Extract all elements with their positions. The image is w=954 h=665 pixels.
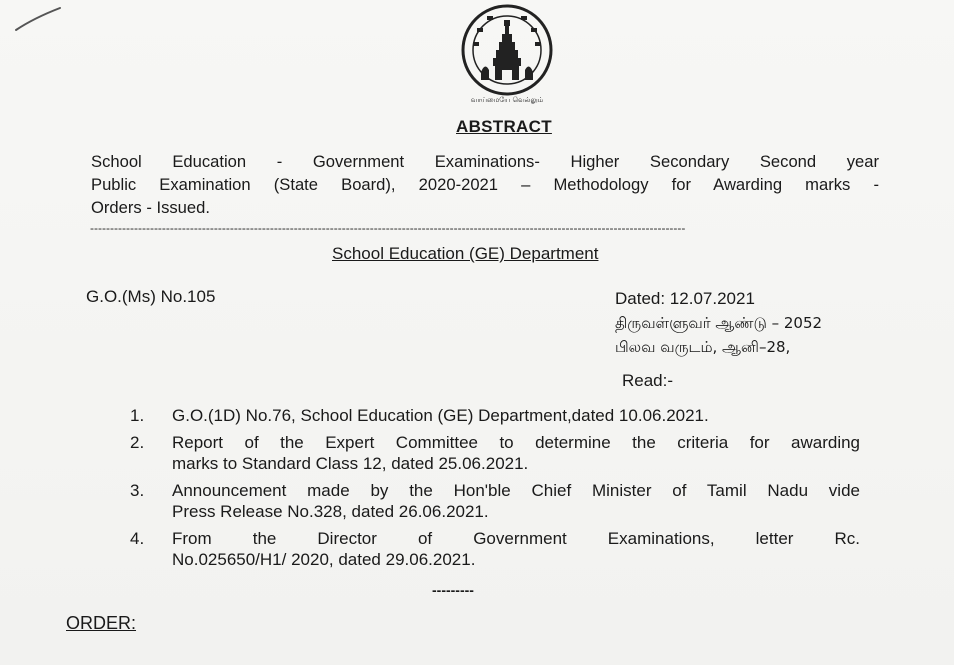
reference-number: 4. bbox=[130, 529, 145, 548]
reference-item bbox=[130, 528, 860, 570]
reference-line: G.O.(1D) No.76, School Education (GE) Department,dated 10.06.2021. bbox=[172, 406, 709, 425]
reference-number: 1. bbox=[130, 406, 145, 425]
subject-line: Orders - Issued. bbox=[91, 198, 210, 217]
dated-english: Dated: 12.07.2021 bbox=[615, 289, 755, 308]
abstract-heading: ABSTRACT bbox=[456, 117, 552, 136]
reference-line: Announcement made by the Hon'ble Chief Minister of Tamil Nadu vide bbox=[172, 481, 860, 500]
subject-paragraph bbox=[91, 150, 879, 219]
reference-line: No.025650/H1/ 2020, dated 29.06.2021. bbox=[172, 550, 476, 569]
reference-text bbox=[172, 432, 860, 474]
dated-block bbox=[615, 287, 822, 359]
reference-text bbox=[172, 528, 860, 570]
subject-line: Public Examination (State Board), 2020-2021 – Methodology for Awarding marks - bbox=[91, 175, 879, 194]
short-divider: --------- bbox=[432, 582, 474, 598]
reference-list bbox=[130, 405, 860, 576]
reference-line: From the Director of Government Examinations, letter Rc. bbox=[172, 529, 860, 548]
subject-line: School Education - Government Examinations- Higher Secondary Second year bbox=[91, 152, 879, 171]
go-number: G.O.(Ms) No.105 bbox=[86, 287, 216, 306]
reference-item bbox=[130, 405, 860, 426]
reference-item bbox=[130, 432, 860, 474]
reference-line: Press Release No.328, dated 26.06.2021. bbox=[172, 502, 489, 521]
dated-tamil-month: பிலவ வருடம், ஆனி–28, bbox=[615, 338, 791, 356]
reference-number: 3. bbox=[130, 481, 145, 500]
dated-tamil-year: திருவள்ளுவர் ஆண்டு – 2052 bbox=[615, 314, 823, 332]
reference-text bbox=[172, 405, 860, 426]
reference-text bbox=[172, 480, 860, 522]
separator-line: ----------------------------------------------------------------------------------------------------------------------------------------------------- bbox=[90, 222, 686, 234]
reference-line: Report of the Expert Committee to determine the criteria for awarding bbox=[172, 433, 860, 452]
reference-item bbox=[130, 480, 860, 522]
read-label: Read:- bbox=[622, 371, 674, 390]
reference-line: marks to Standard Class 12, dated 25.06.2021. bbox=[172, 454, 529, 473]
department-heading: School Education (GE) Department bbox=[332, 244, 599, 263]
tamil-nadu-emblem-icon bbox=[455, 2, 559, 106]
order-heading: ORDER: bbox=[66, 613, 137, 633]
pen-stroke-mark bbox=[14, 2, 64, 32]
reference-number: 2. bbox=[130, 433, 145, 452]
emblem-motto: வாய்மையே வெல்லும் bbox=[470, 96, 544, 104]
